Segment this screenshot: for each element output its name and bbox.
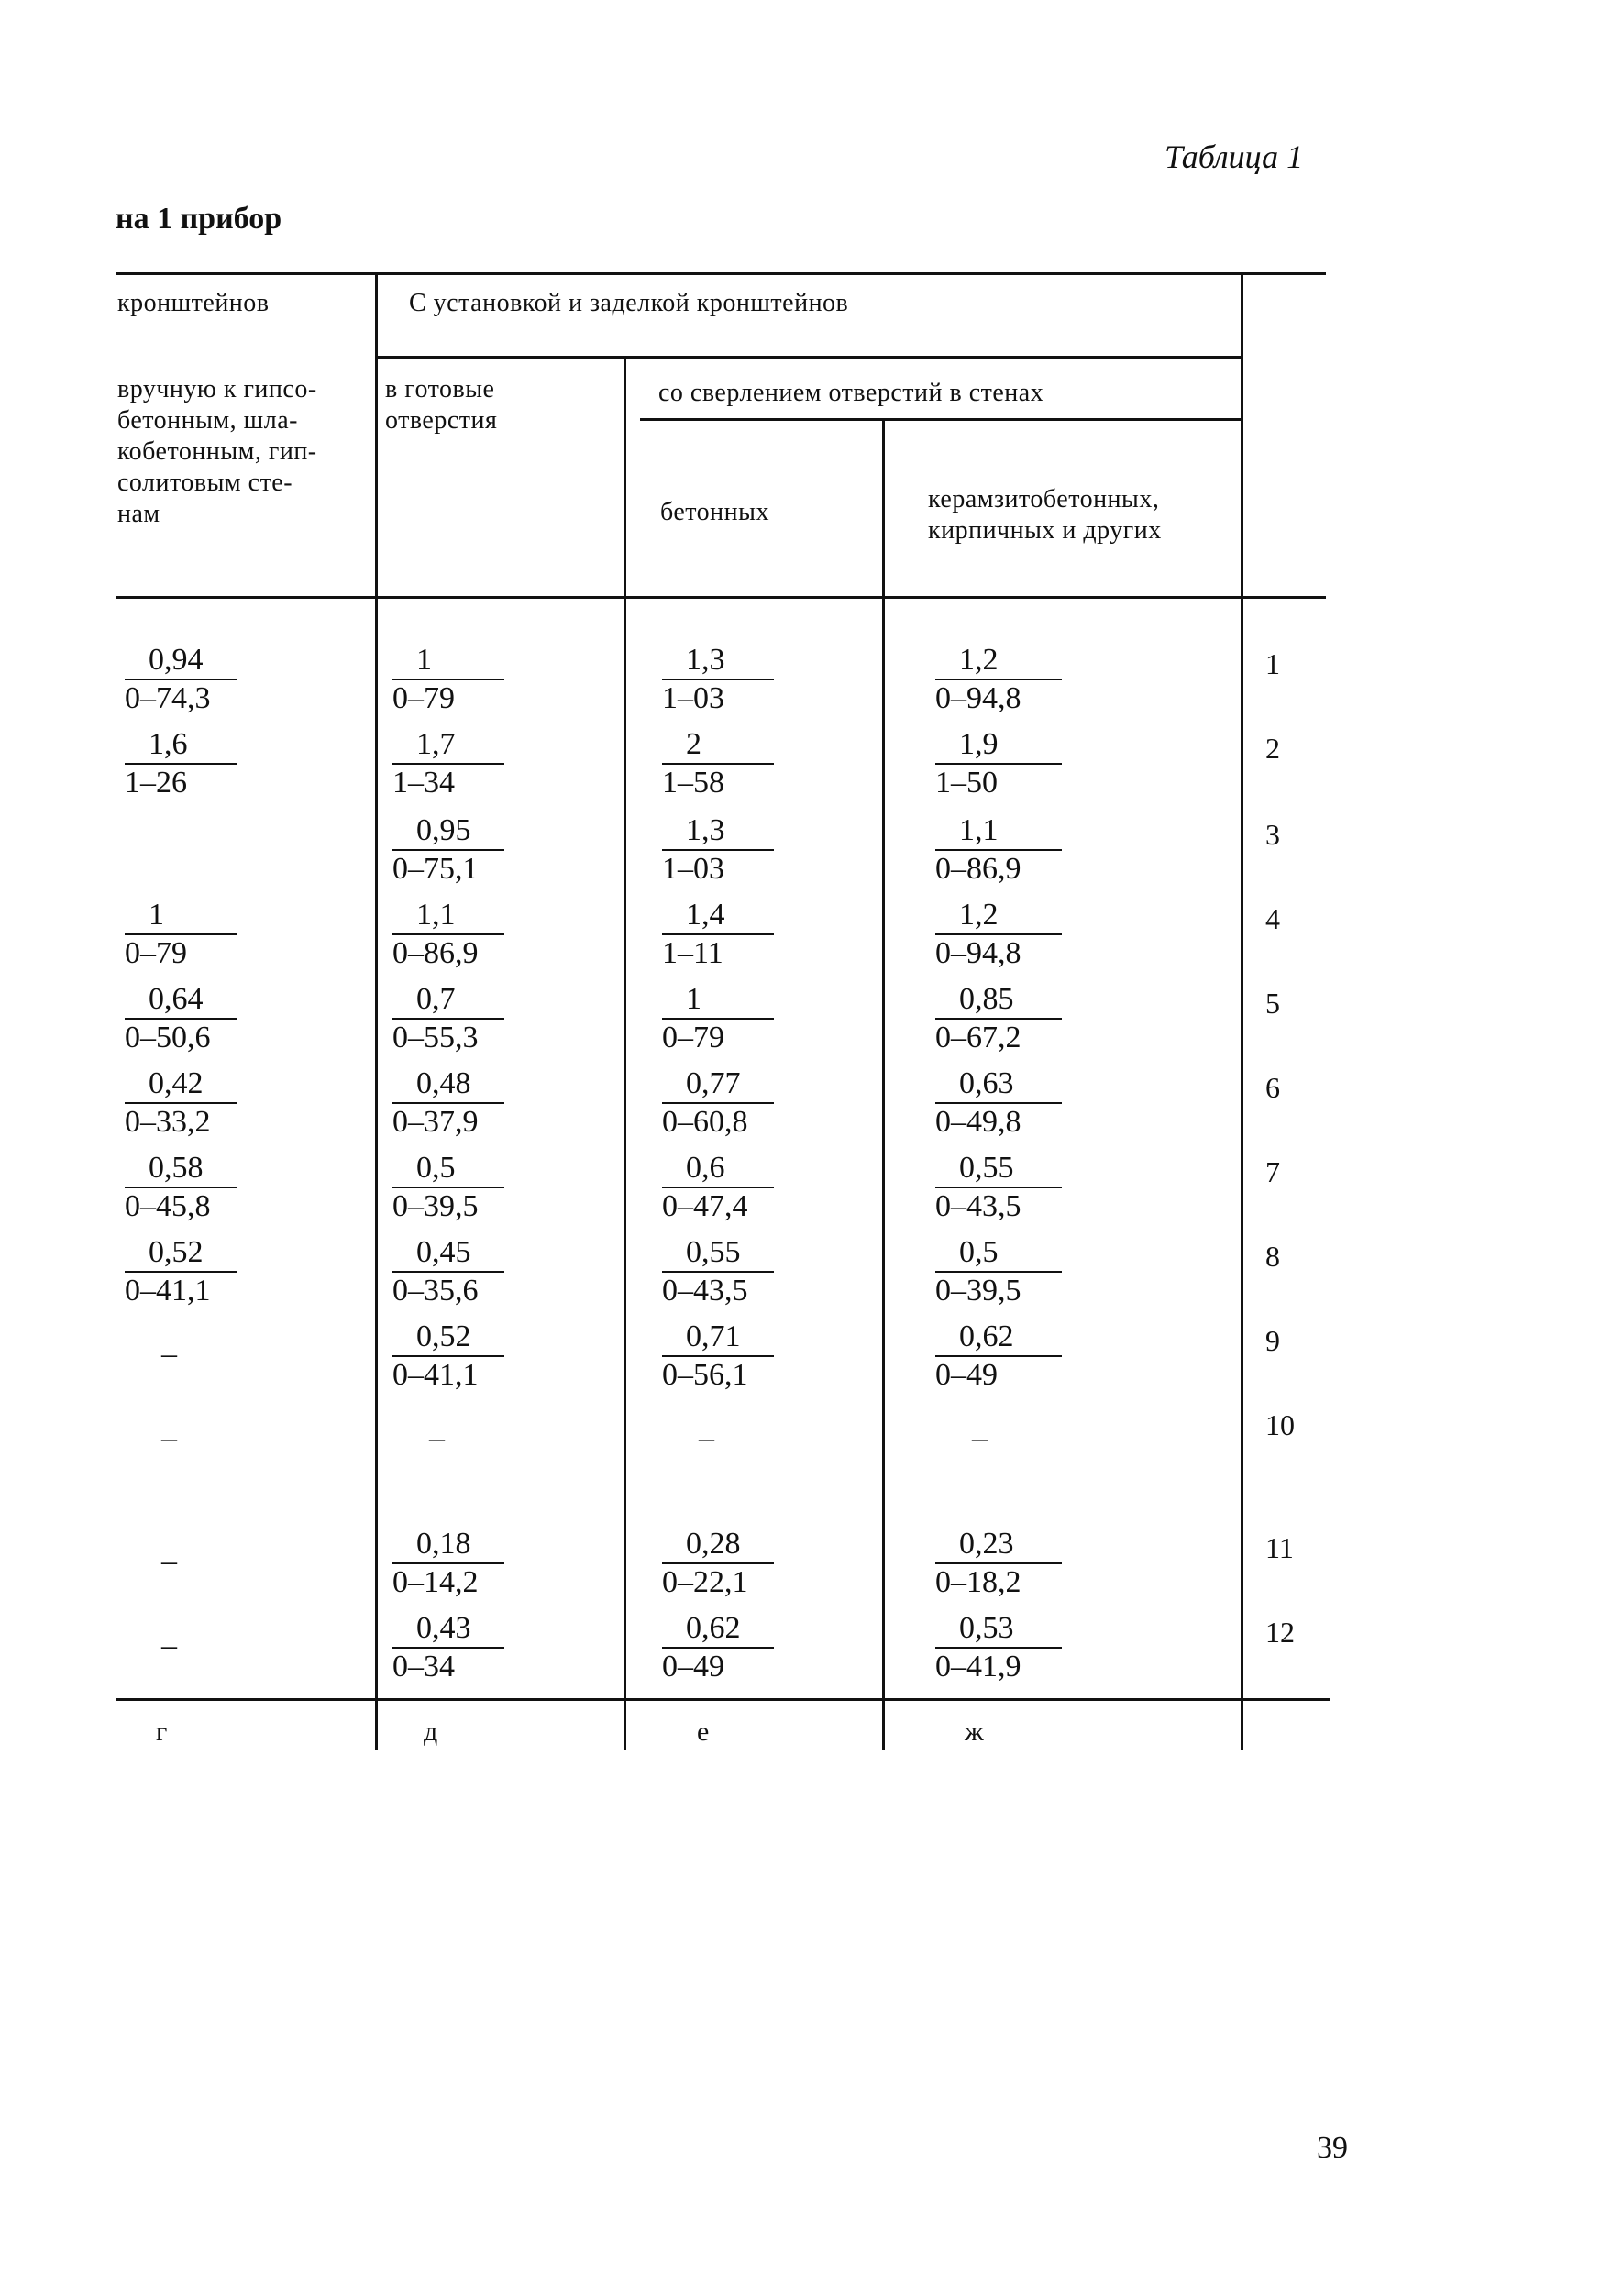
row-number: 6 bbox=[1265, 1071, 1280, 1104]
table-cell-fraction bbox=[662, 642, 774, 717]
header-col-g: вручную к гипсо- бетонным, шла- кобетонным, гип- солитовым сте- нам bbox=[117, 375, 317, 528]
header-rule-1 bbox=[376, 356, 1242, 359]
fraction-denominator: 0–50,6 bbox=[125, 1021, 211, 1054]
table-cell-fraction bbox=[935, 812, 1062, 888]
fraction-denominator: 0–39,5 bbox=[935, 1274, 1021, 1308]
fraction-numerator: 1 bbox=[686, 982, 701, 1016]
fraction-numerator: 0,48 bbox=[416, 1066, 471, 1100]
table-cell-fraction bbox=[392, 1234, 504, 1309]
table-cell-fraction bbox=[392, 812, 504, 888]
table-cell-fraction bbox=[662, 1065, 774, 1141]
table-cell-fraction bbox=[935, 981, 1062, 1056]
fraction-denominator: 0–43,5 bbox=[662, 1274, 748, 1308]
fraction-numerator: 1,2 bbox=[959, 643, 999, 677]
fraction-numerator: 0,62 bbox=[686, 1611, 741, 1645]
fraction-denominator: 1–58 bbox=[662, 766, 724, 800]
col-divider-2 bbox=[624, 358, 626, 1750]
col-divider-1 bbox=[375, 275, 378, 1750]
fraction-numerator: 0,55 bbox=[686, 1235, 741, 1269]
table-caption: Таблица 1 bbox=[1165, 138, 1304, 175]
fraction-denominator: 0–14,2 bbox=[392, 1565, 479, 1599]
fraction-numerator: 0,18 bbox=[416, 1527, 471, 1561]
fraction-denominator: 0–41,1 bbox=[392, 1358, 479, 1392]
table-cell-fraction bbox=[935, 1319, 1062, 1394]
fraction-numerator: 0,42 bbox=[149, 1066, 204, 1100]
table-cell-dash: – bbox=[161, 1544, 177, 1578]
fraction-numerator: 0,7 bbox=[416, 982, 456, 1016]
table-cell-fraction bbox=[935, 1150, 1062, 1225]
fraction-denominator: 0–33,2 bbox=[125, 1105, 211, 1139]
table-cell-fraction bbox=[125, 642, 237, 717]
fraction-numerator: 0,6 bbox=[686, 1151, 725, 1185]
row-number: 8 bbox=[1265, 1240, 1280, 1273]
fraction-numerator: 1 bbox=[149, 898, 164, 932]
fraction-numerator: 1,4 bbox=[686, 898, 725, 932]
table-cell-fraction bbox=[392, 642, 504, 717]
table-cell-fraction bbox=[935, 1065, 1062, 1141]
fraction-denominator: 0–22,1 bbox=[662, 1565, 748, 1599]
fraction-numerator: 1,2 bbox=[959, 898, 999, 932]
fraction-numerator: 0,63 bbox=[959, 1066, 1014, 1100]
column-letter-zh: ж bbox=[965, 1716, 984, 1747]
fraction-denominator: 0–35,6 bbox=[392, 1274, 479, 1308]
table-cell-dash: – bbox=[161, 1421, 177, 1455]
fraction-numerator: 1,9 bbox=[959, 727, 999, 761]
header-col-zh: керамзитобетонных, кирпичных и других bbox=[928, 485, 1162, 545]
row-number: 2 bbox=[1265, 732, 1280, 765]
fraction-denominator: 0–79 bbox=[125, 936, 187, 970]
header-bottom-rule bbox=[116, 596, 1326, 599]
table-cell-fraction bbox=[125, 1065, 237, 1141]
row-number: 12 bbox=[1265, 1616, 1295, 1649]
table-cell-fraction bbox=[935, 1234, 1062, 1309]
fraction-denominator: 0–49 bbox=[662, 1650, 724, 1683]
fraction-numerator: 0,85 bbox=[959, 982, 1014, 1016]
fraction-denominator: 0–43,5 bbox=[935, 1189, 1021, 1223]
fraction-denominator: 0–67,2 bbox=[935, 1021, 1021, 1054]
row-number: 5 bbox=[1265, 987, 1280, 1020]
fraction-denominator: 0–74,3 bbox=[125, 681, 211, 715]
fraction-numerator: 2 bbox=[686, 727, 701, 761]
fraction-denominator: 1–11 bbox=[662, 936, 723, 970]
fraction-denominator: 0–49 bbox=[935, 1358, 998, 1392]
fraction-denominator: 1–03 bbox=[662, 681, 724, 715]
fraction-numerator: 0,58 bbox=[149, 1151, 204, 1185]
row-number: 7 bbox=[1265, 1155, 1280, 1188]
table-cell-dash: – bbox=[161, 1337, 177, 1371]
unit-note: на 1 прибор bbox=[116, 202, 282, 236]
table-cell-fraction bbox=[125, 1150, 237, 1225]
table-cell-fraction bbox=[662, 1319, 774, 1394]
table-cell-fraction bbox=[392, 1150, 504, 1225]
fraction-denominator: 1–50 bbox=[935, 766, 998, 800]
table-bottom-rule bbox=[116, 1698, 1330, 1701]
fraction-denominator: 0–75,1 bbox=[392, 852, 479, 886]
fraction-numerator: 0,43 bbox=[416, 1611, 471, 1645]
fraction-numerator: 0,62 bbox=[959, 1319, 1014, 1353]
table-cell-fraction bbox=[392, 1065, 504, 1141]
row-number: 11 bbox=[1265, 1531, 1294, 1564]
table-cell-dash: – bbox=[699, 1421, 714, 1455]
fraction-denominator: 0–41,9 bbox=[935, 1650, 1021, 1683]
table-cell-fraction bbox=[125, 1234, 237, 1309]
fraction-numerator: 1,3 bbox=[686, 813, 725, 847]
fraction-denominator: 0–94,8 bbox=[935, 936, 1021, 970]
table-cell-fraction bbox=[125, 981, 237, 1056]
header-col-d: в готовые отверстия bbox=[385, 375, 498, 435]
table-cell-fraction bbox=[662, 1234, 774, 1309]
fraction-denominator: 0–79 bbox=[662, 1021, 724, 1054]
table-cell-fraction bbox=[935, 642, 1062, 717]
table-cell-fraction bbox=[935, 726, 1062, 801]
table-cell-fraction bbox=[935, 897, 1062, 972]
table-cell-fraction bbox=[935, 1610, 1062, 1685]
fraction-denominator: 1–34 bbox=[392, 766, 455, 800]
table-cell-dash: – bbox=[161, 1628, 177, 1662]
fraction-denominator: 0–86,9 bbox=[935, 852, 1021, 886]
table-top-rule bbox=[116, 272, 1326, 275]
fraction-denominator: 0–34 bbox=[392, 1650, 455, 1683]
fraction-denominator: 0–86,9 bbox=[392, 936, 479, 970]
table-cell-fraction bbox=[392, 1610, 504, 1685]
fraction-numerator: 0,95 bbox=[416, 813, 471, 847]
fraction-denominator: 0–60,8 bbox=[662, 1105, 748, 1139]
fraction-numerator: 0,53 bbox=[959, 1611, 1014, 1645]
column-letter-g: г bbox=[156, 1716, 168, 1747]
table-cell-fraction bbox=[125, 897, 237, 972]
fraction-numerator: 0,5 bbox=[959, 1235, 999, 1269]
fraction-denominator: 0–94,8 bbox=[935, 681, 1021, 715]
header-top-right: С установкой и заделкой кронштейнов bbox=[409, 289, 849, 317]
col-divider-4 bbox=[1241, 275, 1243, 1750]
table-cell-fraction bbox=[662, 1610, 774, 1685]
fraction-numerator: 0,52 bbox=[416, 1319, 471, 1353]
row-number: 4 bbox=[1265, 902, 1280, 935]
fraction-denominator: 0–79 bbox=[392, 681, 455, 715]
fraction-denominator: 0–39,5 bbox=[392, 1189, 479, 1223]
fraction-denominator: 0–49,8 bbox=[935, 1105, 1021, 1139]
fraction-numerator: 0,45 bbox=[416, 1235, 471, 1269]
fraction-numerator: 0,5 bbox=[416, 1151, 456, 1185]
fraction-numerator: 0,94 bbox=[149, 643, 204, 677]
fraction-numerator: 0,77 bbox=[686, 1066, 741, 1100]
row-number: 9 bbox=[1265, 1324, 1280, 1357]
fraction-numerator: 1,1 bbox=[959, 813, 999, 847]
header-top-left: кронштейнов bbox=[117, 289, 270, 317]
fraction-denominator: 0–55,3 bbox=[392, 1021, 479, 1054]
fraction-denominator: 0–56,1 bbox=[662, 1358, 748, 1392]
table-cell-fraction bbox=[662, 897, 774, 972]
table-cell-fraction bbox=[662, 1150, 774, 1225]
fraction-denominator: 0–47,4 bbox=[662, 1189, 748, 1223]
table-cell-fraction bbox=[662, 726, 774, 801]
col-divider-3 bbox=[882, 420, 885, 1750]
fraction-denominator: 0–37,9 bbox=[392, 1105, 479, 1139]
table-cell-dash: – bbox=[972, 1421, 988, 1455]
fraction-numerator: 0,52 bbox=[149, 1235, 204, 1269]
fraction-numerator: 1,6 bbox=[149, 727, 188, 761]
fraction-denominator: 1–26 bbox=[125, 766, 187, 800]
column-letter-d: д bbox=[424, 1716, 438, 1747]
fraction-numerator: 1 bbox=[416, 643, 432, 677]
row-number: 1 bbox=[1265, 647, 1280, 680]
column-letter-e: е bbox=[697, 1716, 710, 1747]
header-rule-2 bbox=[640, 418, 1242, 421]
row-number: 3 bbox=[1265, 818, 1280, 851]
row-number: 10 bbox=[1265, 1408, 1295, 1441]
fraction-denominator: 1–03 bbox=[662, 852, 724, 886]
table-cell-fraction bbox=[125, 726, 237, 801]
table-cell-dash: – bbox=[429, 1421, 445, 1455]
table-cell-fraction bbox=[392, 981, 504, 1056]
header-drill: со сверлением отверстий в стенах bbox=[658, 379, 1044, 407]
table-cell-fraction bbox=[392, 1526, 504, 1601]
fraction-numerator: 1,3 bbox=[686, 643, 725, 677]
table-cell-fraction bbox=[662, 981, 774, 1056]
fraction-numerator: 1,1 bbox=[416, 898, 456, 932]
table-cell-fraction bbox=[392, 1319, 504, 1394]
page-number: 39 bbox=[1317, 2131, 1348, 2165]
fraction-denominator: 0–18,2 bbox=[935, 1565, 1021, 1599]
fraction-numerator: 0,23 bbox=[959, 1527, 1014, 1561]
fraction-denominator: 0–41,1 bbox=[125, 1274, 211, 1308]
table-cell-fraction bbox=[392, 726, 504, 801]
table-cell-fraction bbox=[392, 897, 504, 972]
header-col-e: бетонных bbox=[660, 498, 769, 526]
table-cell-fraction bbox=[935, 1526, 1062, 1601]
fraction-numerator: 0,71 bbox=[686, 1319, 741, 1353]
fraction-numerator: 0,55 bbox=[959, 1151, 1014, 1185]
table-cell-fraction bbox=[662, 1526, 774, 1601]
table-cell-fraction bbox=[662, 812, 774, 888]
fraction-numerator: 0,64 bbox=[149, 982, 204, 1016]
fraction-denominator: 0–45,8 bbox=[125, 1189, 211, 1223]
fraction-numerator: 1,7 bbox=[416, 727, 456, 761]
fraction-numerator: 0,28 bbox=[686, 1527, 741, 1561]
